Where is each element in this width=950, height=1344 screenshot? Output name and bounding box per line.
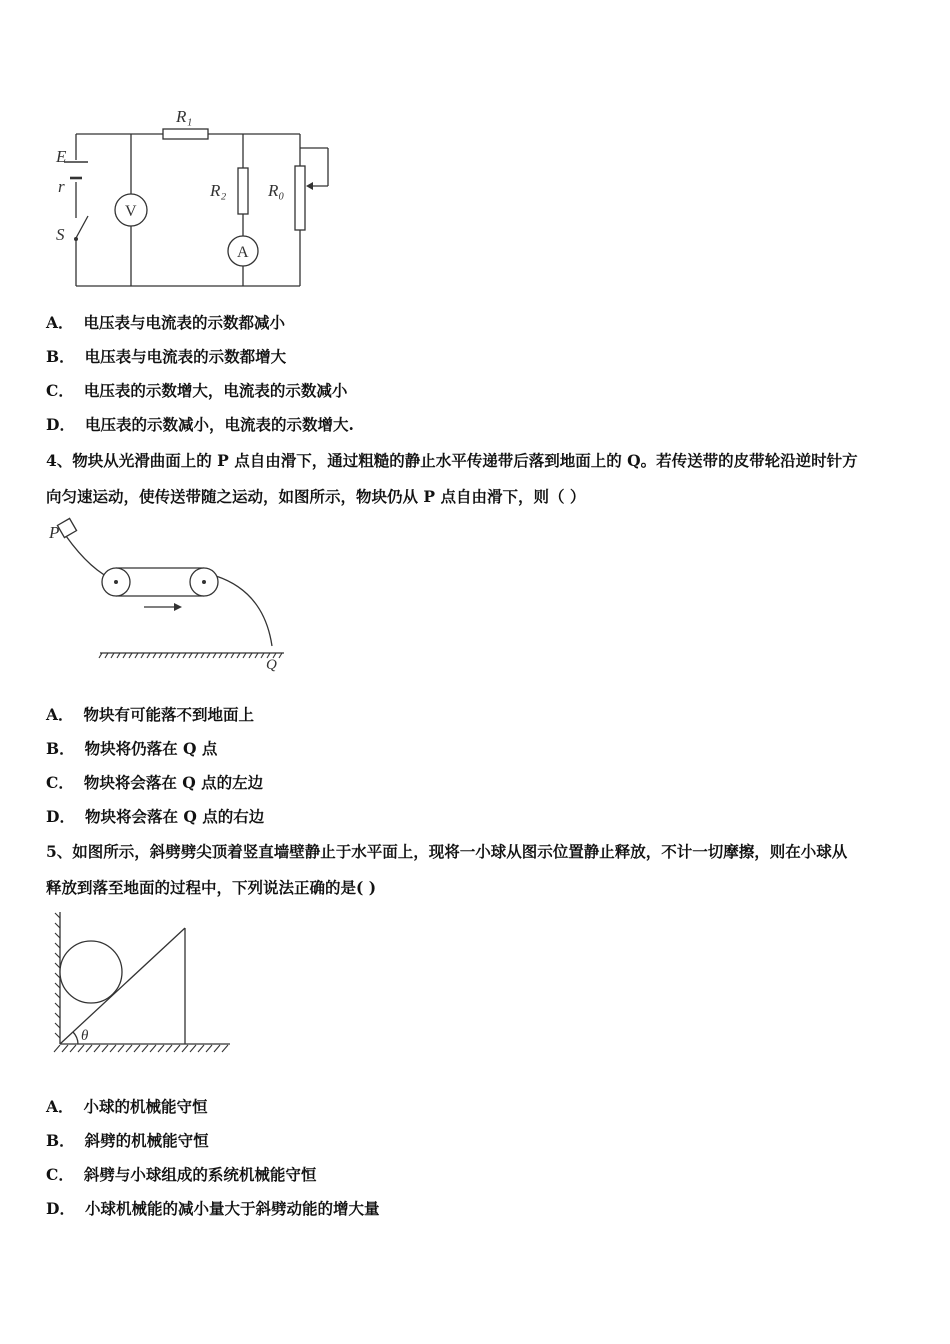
q4-stem-line1: 4、物块从光滑曲面上的 P 点自由滑下，通过粗糙的静止水平传递带后落到地面上的 Q。若传送带的皮带轮沿逆时针方 xyxy=(46,451,858,470)
label-p: P xyxy=(49,523,60,542)
rheostat-r0 xyxy=(295,166,305,230)
q5-stem-line1: 5、如图所示，斜劈劈尖顶着竖直墙壁静止于水平面上，现将一小球从图示位置静止释放，不计一切摩擦，则在小球从 xyxy=(46,842,848,861)
conveyor-diagram xyxy=(46,516,296,676)
resistor-r2 xyxy=(238,168,248,214)
arrow-right-icon xyxy=(174,603,182,611)
label-e: E xyxy=(56,147,67,166)
q5-option-c: C． 斜劈与小球组成的系统机械能守恒 xyxy=(46,1165,317,1184)
label-r1: R₁ xyxy=(176,107,193,126)
circuit-diagram xyxy=(48,98,348,298)
q4-option-a: A． 物块有可能落不到地面上 xyxy=(46,705,255,724)
q5-option-a: A． 小球的机械能守恒 xyxy=(46,1097,208,1116)
q3-option-c: C． 电压表的示数增大，电流表的示数减小 xyxy=(46,381,348,400)
resistor-r1 xyxy=(163,129,208,139)
q5-stem-line2: 释放到落至地面的过程中，下列说法正确的是( ) xyxy=(46,878,377,897)
label-r0: R₀ xyxy=(268,181,285,200)
wedge-figure xyxy=(44,908,239,1058)
q4-option-b: B． 物块将仍落在 Q 点 xyxy=(46,739,218,758)
q4-stem-line2: 向匀速运动，使传送带随之运动，如图所示，物块仍从 P 点自由滑下，则（ ） xyxy=(46,487,586,506)
q3-option-a: A． 电压表与电流表的示数都减小 xyxy=(46,313,286,332)
circuit-figure xyxy=(48,98,348,298)
wedge-diagram xyxy=(44,908,239,1058)
wall-hatching xyxy=(55,913,60,1038)
q5-option-b: B． 斜劈的机械能守恒 xyxy=(46,1131,209,1150)
label-a: A xyxy=(237,244,249,261)
conveyor-figure xyxy=(46,516,296,676)
ball xyxy=(60,941,122,1003)
ground-hatching xyxy=(99,653,282,658)
label-v: V xyxy=(125,203,137,220)
q3-option-d: D． 电压表的示数减小，电流表的示数增大. xyxy=(46,415,354,434)
label-q: Q xyxy=(266,657,277,673)
q4-option-d: D． 物块将会落在 Q 点的右边 xyxy=(46,807,265,826)
label-r2: R₂ xyxy=(210,181,227,200)
q4-option-c: C． 物块将会落在 Q 点的左边 xyxy=(46,773,264,792)
q5-option-d: D． 小球机械能的减小量大于斜劈动能的增大量 xyxy=(46,1199,380,1218)
switch-contact xyxy=(74,237,78,241)
block-icon xyxy=(57,518,76,537)
rheostat-slider xyxy=(306,182,313,190)
label-r: r xyxy=(58,177,65,196)
label-s: S xyxy=(56,225,65,244)
label-theta: θ xyxy=(81,1028,89,1044)
q3-option-b: B． 电压表与电流表的示数都增大 xyxy=(46,347,287,366)
ground-hatching xyxy=(54,1045,228,1052)
